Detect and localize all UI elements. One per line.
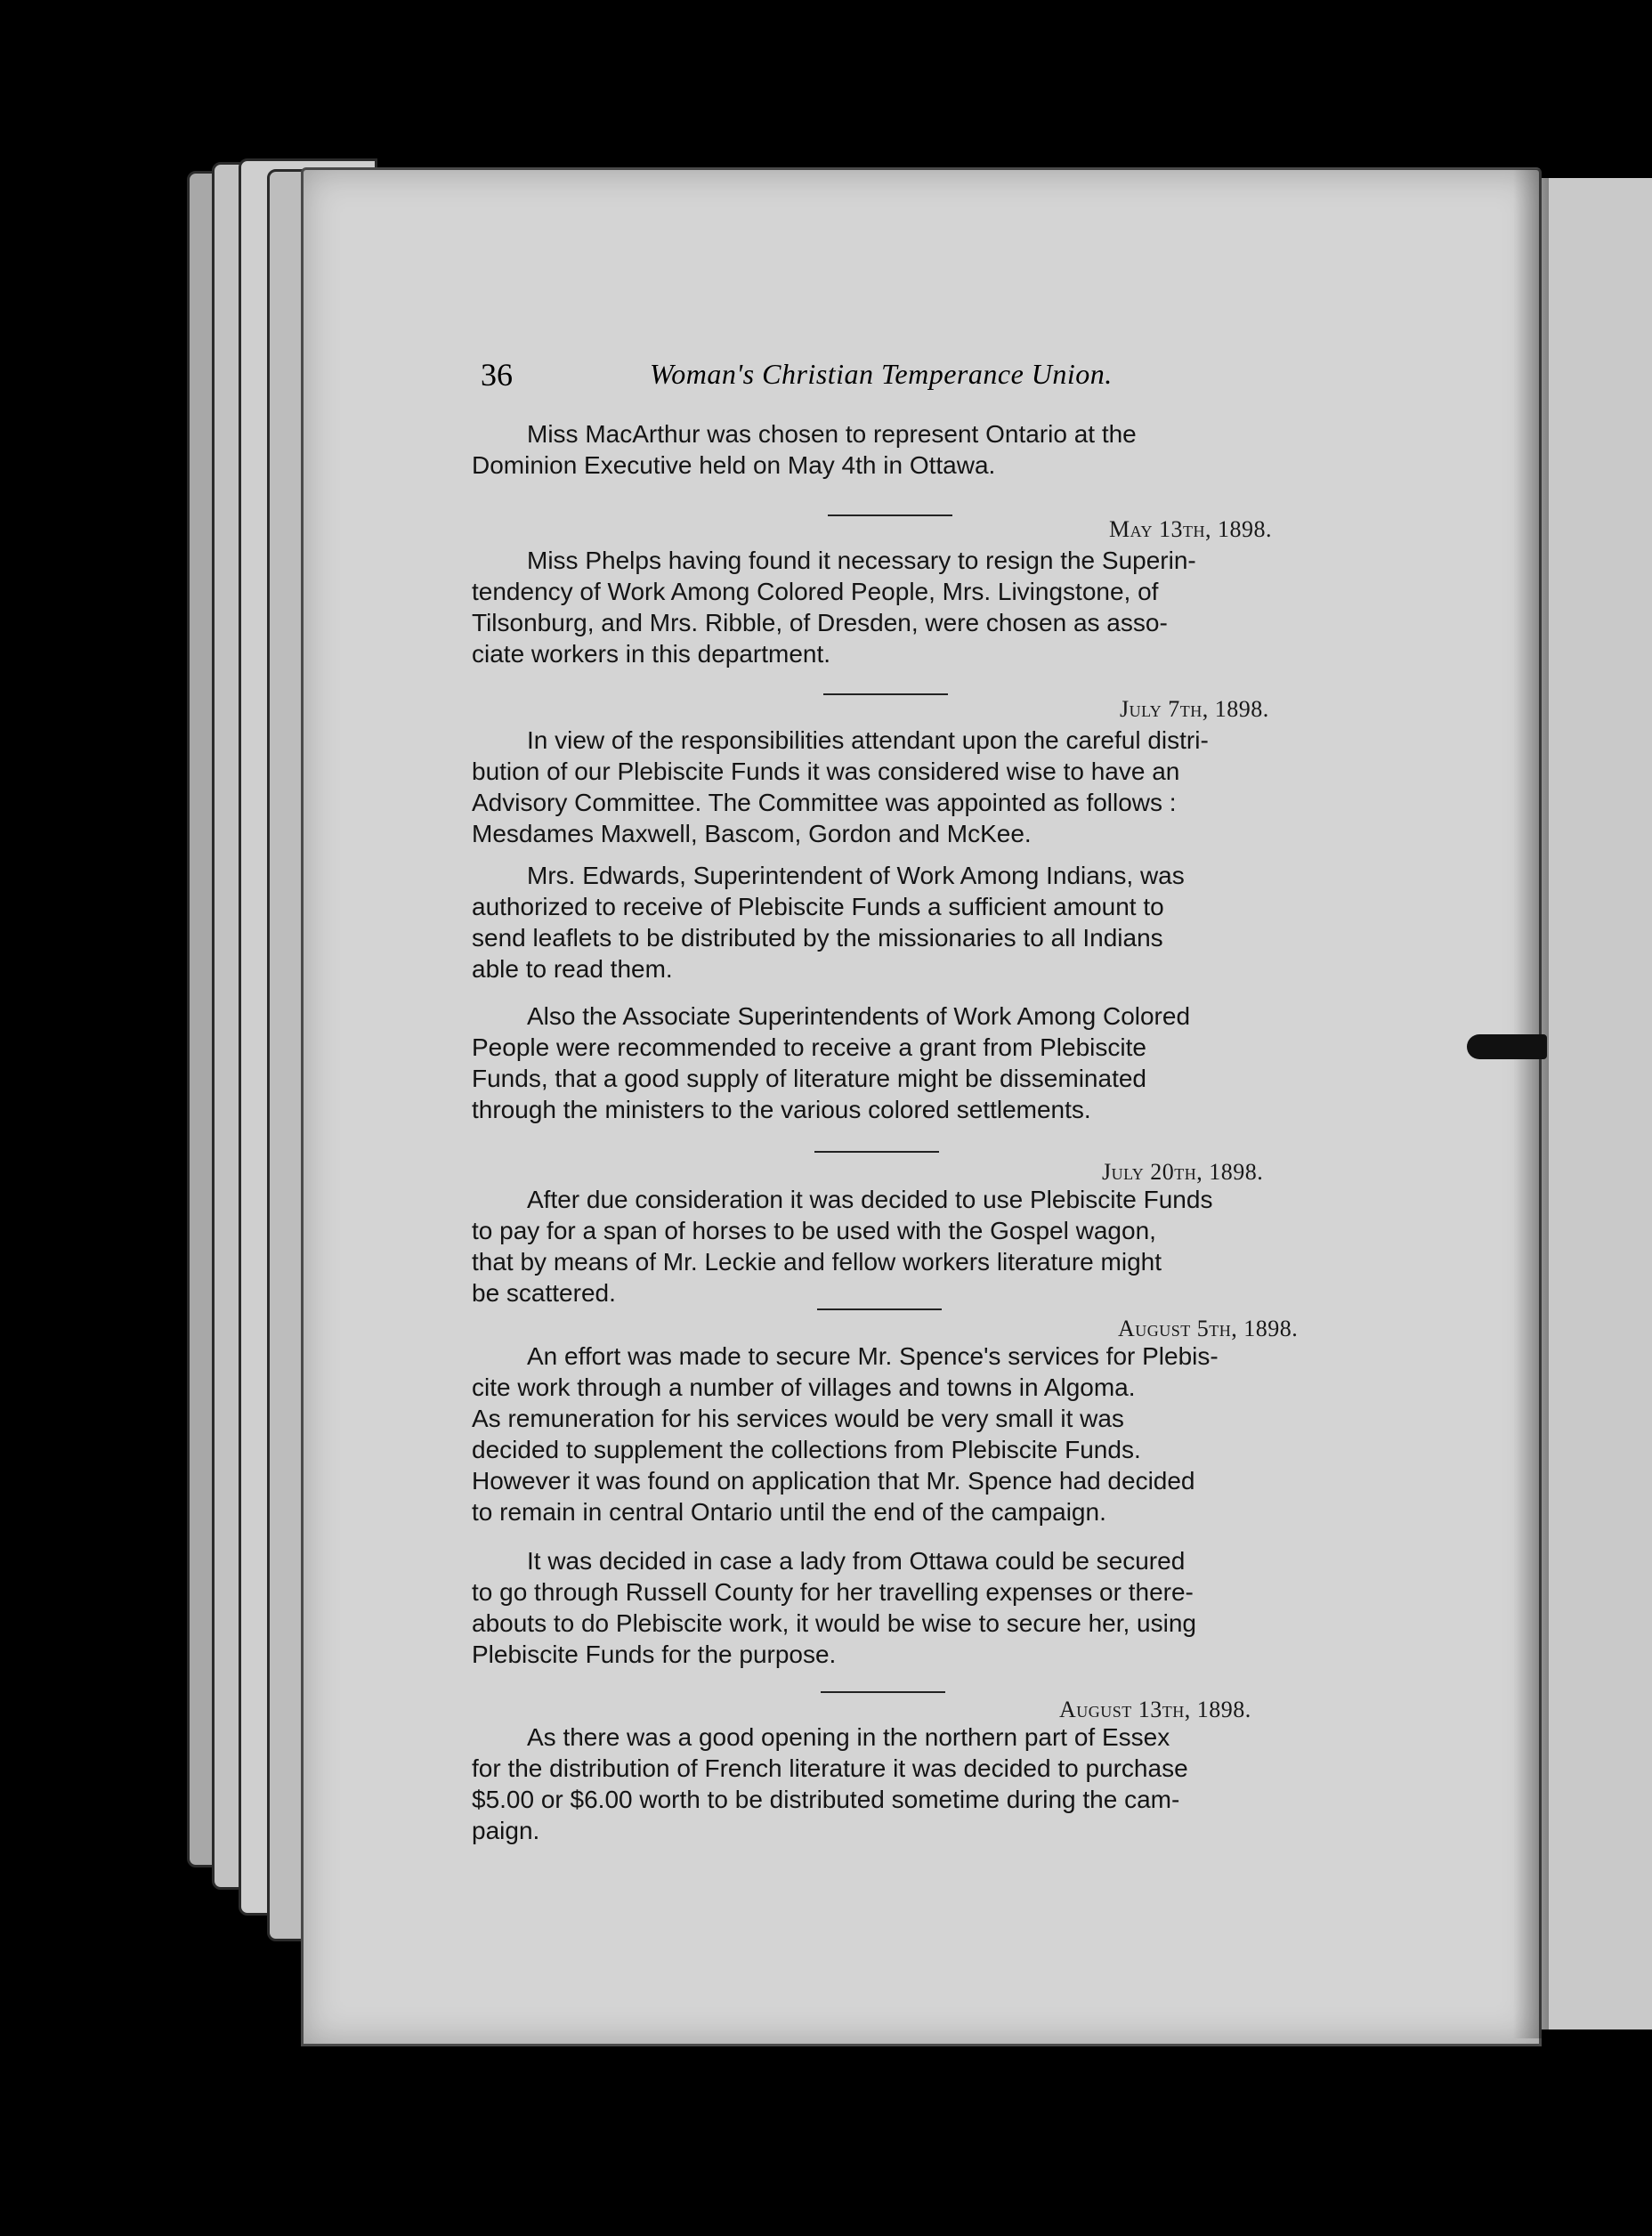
text-line: to remain in central Ontario until the end of the campaign. [472, 1498, 1106, 1526]
paragraph [472, 1001, 1313, 1125]
section-divider [821, 1691, 945, 1693]
paragraph [472, 1545, 1313, 1670]
section-divider [828, 514, 952, 516]
paragraph [472, 725, 1313, 849]
text-line: that by means of Mr. Leckie and fellow workers literature might [472, 1248, 1162, 1276]
text-line: Mesdames Maxwell, Bascom, Gordon and McKee. [472, 820, 1032, 847]
paragraph [472, 860, 1313, 984]
page-header [481, 356, 1228, 409]
text-line: paign. [472, 1817, 540, 1844]
text-line: authorized to receive of Plebiscite Funds a sufficient amount to [472, 893, 1164, 920]
entry-date: August 13th, 1898. [1059, 1697, 1251, 1722]
text-line: be scattered. [472, 1279, 616, 1307]
spine-shadow [1513, 169, 1549, 2038]
text-line: cite work through a number of villages and towns in Algoma. [472, 1373, 1136, 1401]
text-line: bution of our Plebiscite Funds it was considered wise to have an [472, 757, 1180, 785]
binding-clip [1467, 1034, 1547, 1059]
text-line: Mrs. Edwards, Superintendent of Work Among Indians, was [527, 862, 1185, 889]
text-line: It was decided in case a lady from Ottawa could be secured [527, 1547, 1186, 1575]
section-divider [823, 693, 948, 695]
text-line: As remuneration for his services would be very small it was [472, 1405, 1124, 1432]
text-line: $5.00 or $6.00 worth to be distributed sometime during the cam- [472, 1786, 1180, 1813]
paragraph [472, 545, 1313, 669]
facing-page [1531, 178, 1652, 2029]
text-line: through the ministers to the various colored settlements. [472, 1096, 1091, 1123]
section-divider [814, 1151, 939, 1153]
text-line: Plebiscite Funds for the purpose. [472, 1641, 837, 1668]
text-line: People were recommended to receive a grant from Plebiscite [472, 1033, 1146, 1061]
text-line: to go through Russell County for her travelling expenses or there- [472, 1578, 1194, 1606]
text-line: However it was found on application that Mr. Spence had decided [472, 1467, 1195, 1495]
text-line: Tilsonburg, and Mrs. Ribble, of Dresden, were chosen as asso- [472, 609, 1168, 636]
text-line: An effort was made to secure Mr. Spence's services for Plebis- [527, 1342, 1219, 1370]
paragraph [472, 1341, 1313, 1527]
text-line: Dominion Executive held on May 4th in Ottawa. [472, 451, 996, 479]
text-line: Advisory Committee. The Committee was appointed as follows : [472, 789, 1177, 816]
text-line: Miss MacArthur was chosen to represent Ontario at the [527, 420, 1137, 448]
text-line: to pay for a span of horses to be used with the Gospel wagon, [472, 1217, 1156, 1244]
text-line: able to read them. [472, 955, 673, 983]
text-line: abouts to do Plebiscite work, it would be wise to secure her, using [472, 1609, 1196, 1637]
entry-date: July 7th, 1898. [1120, 696, 1269, 722]
text-line: ciate workers in this department. [472, 640, 831, 668]
page-number: 36 [481, 357, 513, 393]
paragraph [472, 418, 1313, 481]
entry-date: May 13th, 1898. [1109, 516, 1272, 542]
text-line: decided to supplement the collections from Plebiscite Funds. [472, 1436, 1141, 1463]
running-head: Woman's Christian Temperance Union. [650, 358, 1113, 390]
text-line: tendency of Work Among Colored People, Mrs. Livingstone, of [472, 578, 1159, 605]
text-line: After due consideration it was decided to use Plebiscite Funds [527, 1186, 1213, 1213]
entry-date: July 20th, 1898. [1102, 1159, 1264, 1185]
text-line: As there was a good opening in the northern part of Essex [527, 1723, 1170, 1751]
text-line: Funds, that a good supply of literature might be disseminated [472, 1065, 1146, 1092]
text-line: Miss Phelps having found it necessary to resign the Superin- [527, 547, 1196, 574]
text-line: Also the Associate Superintendents of Work Among Colored [527, 1002, 1191, 1030]
paragraph [472, 1184, 1313, 1308]
text-line: send leaflets to be distributed by the missionaries to all Indians [472, 924, 1163, 952]
text-line: for the distribution of French literature it was decided to purchase [472, 1754, 1188, 1782]
entry-date: August 5th, 1898. [1118, 1316, 1299, 1341]
paragraph [472, 1722, 1313, 1846]
section-divider [817, 1308, 942, 1310]
text-line: In view of the responsibilities attendant upon the careful distri- [527, 726, 1209, 754]
